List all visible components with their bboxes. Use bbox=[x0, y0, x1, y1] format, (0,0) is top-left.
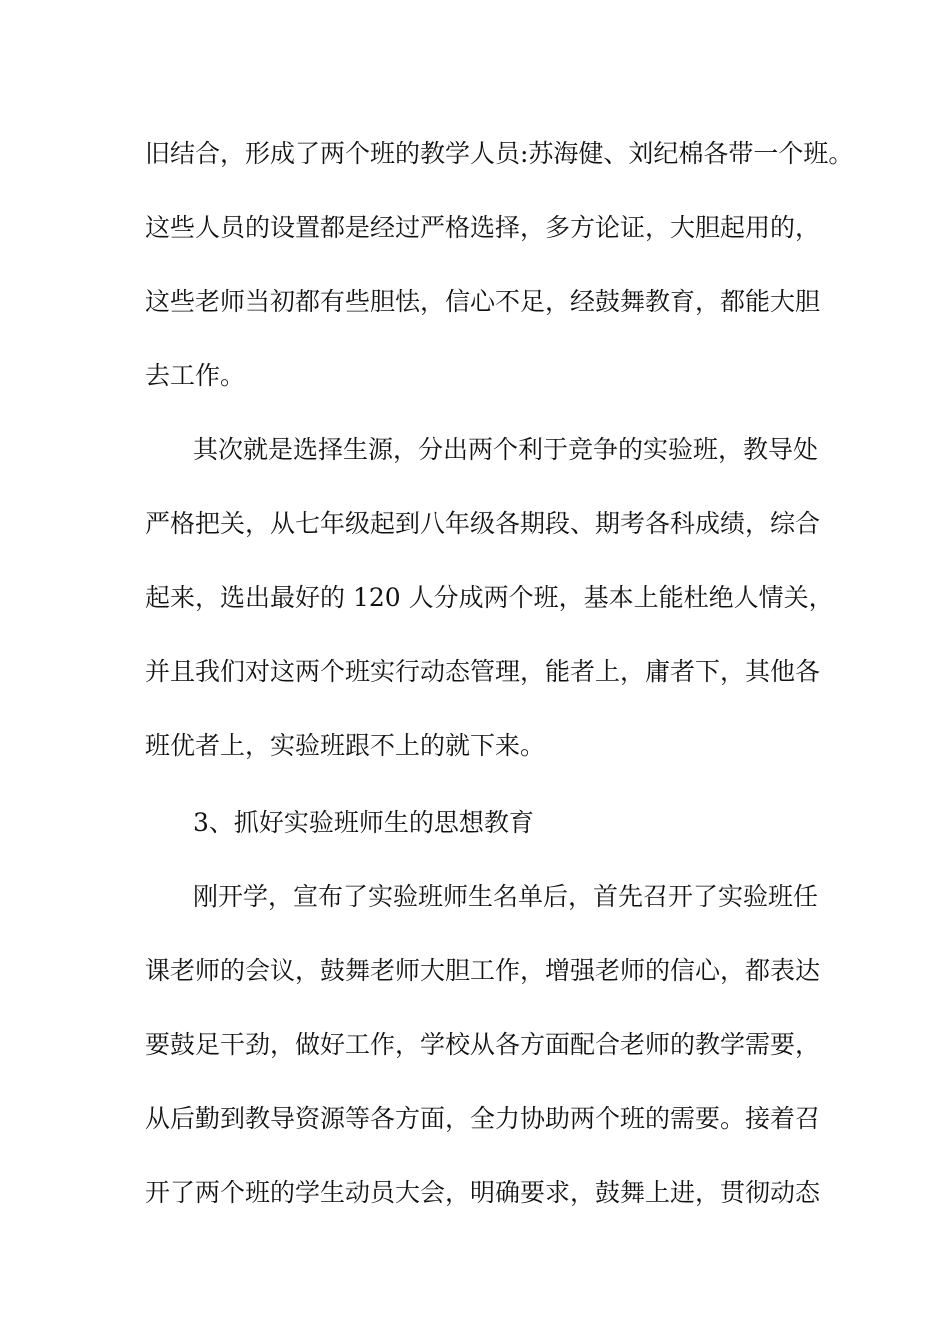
text-line: 从后勤到教导资源等各方面，全力协助两个班的需要。接着召 bbox=[145, 1104, 821, 1133]
text-line: 这些老师当初都有些胆怯，信心不足，经鼓舞教育，都能大胆 bbox=[145, 287, 821, 316]
text-line: 起来，选出最好的 120 人分成两个班，基本上能杜绝人情关， bbox=[145, 583, 834, 612]
text-line: 旧结合，形成了两个班的教学人员:苏海健、刘纪棉各带一个班。 bbox=[145, 139, 854, 168]
section-heading: 3、抓好实验班师生的思想教育 bbox=[193, 808, 534, 837]
text-line: 开了两个班的学生动员大会，明确要求，鼓舞上进，贯彻动态 bbox=[145, 1178, 821, 1207]
text-line: 并且我们对这两个班实行动态管理，能者上，庸者下，其他各 bbox=[145, 657, 821, 686]
paragraph-start-line: 刚开学，宣布了实验班师生名单后，首先召开了实验班任 bbox=[193, 882, 819, 911]
text-line: 这些人员的设置都是经过严格选择，多方论证，大胆起用的， bbox=[145, 213, 821, 242]
text-line: 去工作。 bbox=[145, 361, 246, 390]
paragraph-start-line: 其次就是选择生源，分出两个利于竞争的实验班，教导处 bbox=[193, 435, 819, 464]
text-line: 班优者上，实验班跟不上的就下来。 bbox=[145, 731, 546, 760]
text-line: 严格把关，从七年级起到八年级各期段、期考各科成绩，综合 bbox=[145, 509, 821, 538]
text-line: 要鼓足干劲，做好工作，学校从各方面配合老师的教学需要， bbox=[145, 1030, 821, 1059]
text-line: 课老师的会议，鼓舞老师大胆工作，增强老师的信心，都表达 bbox=[145, 956, 821, 985]
